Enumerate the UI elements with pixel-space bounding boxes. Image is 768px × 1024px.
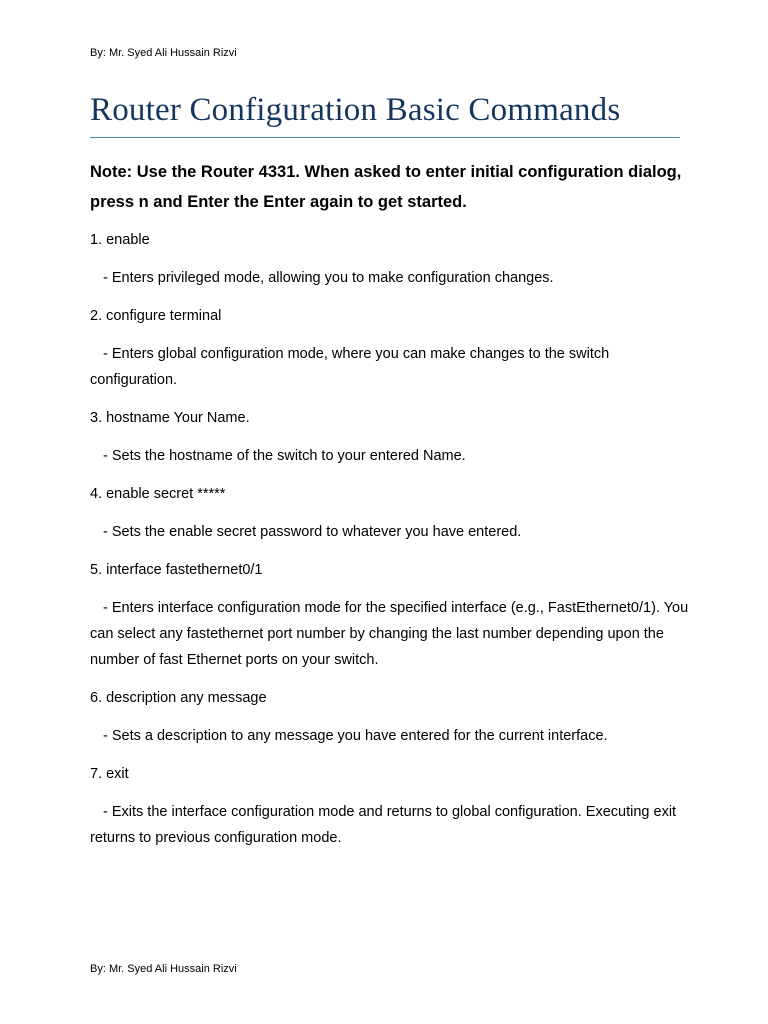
step-4-command: 4. enable secret ***** xyxy=(90,486,226,502)
page-footer-author: By: Mr. Syed Ali Hussain Rizvi xyxy=(90,963,237,975)
step-6-description: - Sets a description to any message you have entered for the current interface. xyxy=(103,728,608,744)
step-4-description: - Sets the enable secret password to whatever you have entered. xyxy=(103,524,522,540)
step-5-command: 5. interface fastethernet0/1 xyxy=(90,562,263,578)
title-underline xyxy=(90,137,680,138)
step-1-description: - Enters privileged mode, allowing you to make configuration changes. xyxy=(103,270,554,286)
step-7-command: 7. exit xyxy=(90,766,129,782)
step-6-command: 6. description any message xyxy=(90,690,267,706)
note-paragraph: Note: Use the Router 4331. When asked to enter initial configuration dialog, press n and Enter the Enter again to get started. xyxy=(90,163,682,211)
step-5-description: - Enters interface configuration mode for the specified interface (e.g., FastEthernet0/1). You can select any fastethernet port number by changing the last number depending upon the number of fast Ethernet ports on your switch. xyxy=(90,600,689,668)
step-3-command: 3. hostname Your Name. xyxy=(90,410,250,426)
step-1-command: 1. enable xyxy=(90,232,150,248)
step-2-command: 2. configure terminal xyxy=(90,308,222,324)
step-3-description: - Sets the hostname of the switch to your entered Name. xyxy=(103,448,466,464)
step-7-description: - Exits the interface configuration mode and returns to global configuration. Executing exit returns to previous configuration mode. xyxy=(90,804,677,846)
step-2-description: - Enters global configuration mode, where you can make changes to the switch configuration. xyxy=(90,346,610,388)
steps-list xyxy=(90,227,690,851)
page-header-author: By: Mr. Syed Ali Hussain Rizvi xyxy=(90,47,237,59)
page-title: Router Configuration Basic Commands xyxy=(90,92,621,128)
